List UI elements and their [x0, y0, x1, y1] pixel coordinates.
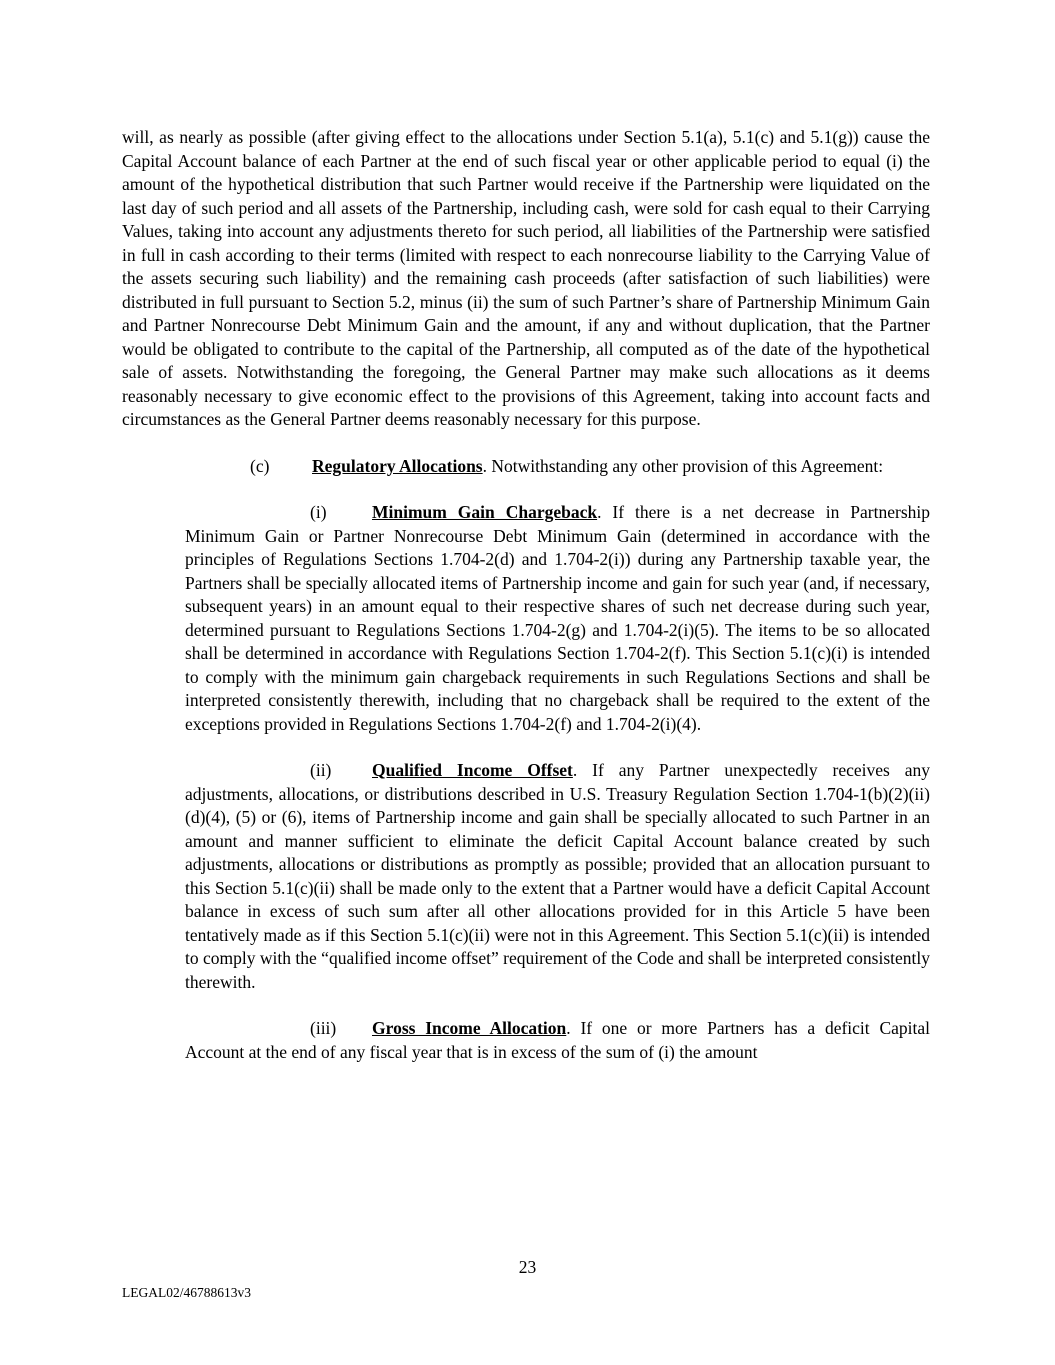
paragraph-gross-income-allocation [185, 1017, 930, 1064]
item-label-iii: (iii) [310, 1018, 337, 1038]
paragraph-intro: will, as nearly as possible (after giving effect to the allocations under Section 5.1(a), 5.1(c) and 5.1(g)) cause the Capital Account balance of each Partner at the end of such fiscal year or other applicable period to equal (i) the amount of the hypothetical distribution that such Partner would receive if the Partnership were liquidated on the last day of such period and all assets of the Partnership, including cash, were sold for cash equal to their Carrying Values, taking into account any adjustments thereto for such period, all liabilities of the Partnership were satisfied in full in cash according to their terms (limited with respect to each nonrecourse liability to the Carrying Value of the assets securing such liability) and the remaining cash proceeds (after satisfaction of such liabilities) were distributed in full pursuant to Section 5.2, minus (ii) the sum of such Partner’s share of Partnership Minimum Gain and Partner Nonrecourse Debt Minimum Gain and the amount, if any and without duplication, that the Partner would be obligated to contribute to the capital of the Partnership, all computed as of the date of the hypothetical sale of assets. Notwithstanding the foregoing, the General Partner may make such allocations as it deems reasonably necessary to give economic effect to the provisions of this Agreement, taking into account facts and circumstances as the General Partner deems reasonably necessary for this purpose. [122, 127, 930, 429]
item-label-i: (i) [310, 502, 327, 522]
paragraph-regulatory-allocations-text: . Notwithstanding any other provision of this Agreement: [482, 455, 884, 476]
page-number: 23 [518, 1257, 537, 1277]
paragraph-qualified-income-offset-text: . If any Partner unexpectedly receives any adjustments, allocations, or distributions described in U.S. Treasury Regulation Section 1.704-1(b)(2)(ii)(d)(4), (5) or (6), items of Partnership income and gain shall be specially allocated to such Partner in an amount and manner sufficient to eliminate the deficit Capital Account balance created by such adjustments, allocations or distributions as promptly as possible; provided that an allocation pursuant to this Section 5.1(c)(ii) shall be made only to the extent that a Partner would have a deficit Capital Account balance in excess of such sum after all other allocations provided for in this Article 5 have been tentatively made as if this Section 5.1(c)(ii) were not in this Agreement. This Section 5.1(c)(ii) is intended to comply with the “qualified income offset” requirement of the Code and shall be interpreted consistently therewith. [185, 760, 930, 992]
item-label-ii: (ii) [310, 760, 332, 780]
heading-qualified-income-offset: Qualified Income Offset [372, 760, 573, 780]
paragraph-gross-income-allocation-text: . If one or more Partners has a deficit Capital Account at the end of any fiscal year that is in excess of the sum of (i) the amount [185, 1018, 930, 1062]
paragraph-regulatory-allocations [122, 455, 930, 479]
heading-minimum-gain-chargeback: Minimum Gain Chargeback [372, 502, 598, 522]
heading-gross-income-allocation: Gross Income Allocation [372, 1018, 567, 1038]
paragraph-minimum-gain-chargeback-text: . If there is a net decrease in Partnership Minimum Gain or Partner Nonrecourse Debt Minimum Gain (determined in accordance with the principles of Regulations Sections 1.704-2(d) and 1.704-2(i)) during any Partnership taxable year, the Partners shall be specially allocated items of Partnership income and gain for such year (and, if necessary, subsequent years) in an amount equal to their respective shares of such net decrease during such year, determined pursuant to Regulations Sections 1.704-2(g) and 1.704-2(i)(5). The items to be so allocated shall be determined in accordance with Regulations Section 1.704-2(f). This Section 5.1(c)(i) is intended to comply with the minimum gain chargeback requirements in such Regulations Sections and shall be interpreted consistently therewith, including that no chargeback shall be required to the extent of the exceptions provided in Regulations Sections 1.704-2(f) and 1.704-2(i)(4). [185, 502, 930, 734]
paragraph-qualified-income-offset [185, 759, 930, 994]
paragraph-minimum-gain-chargeback [185, 501, 930, 736]
heading-regulatory-allocations: Regulatory Allocations [312, 455, 483, 476]
document-body [122, 126, 930, 1064]
item-label-c: (c) [250, 455, 270, 476]
document-id: LEGAL02/46788613v3 [122, 1285, 251, 1300]
